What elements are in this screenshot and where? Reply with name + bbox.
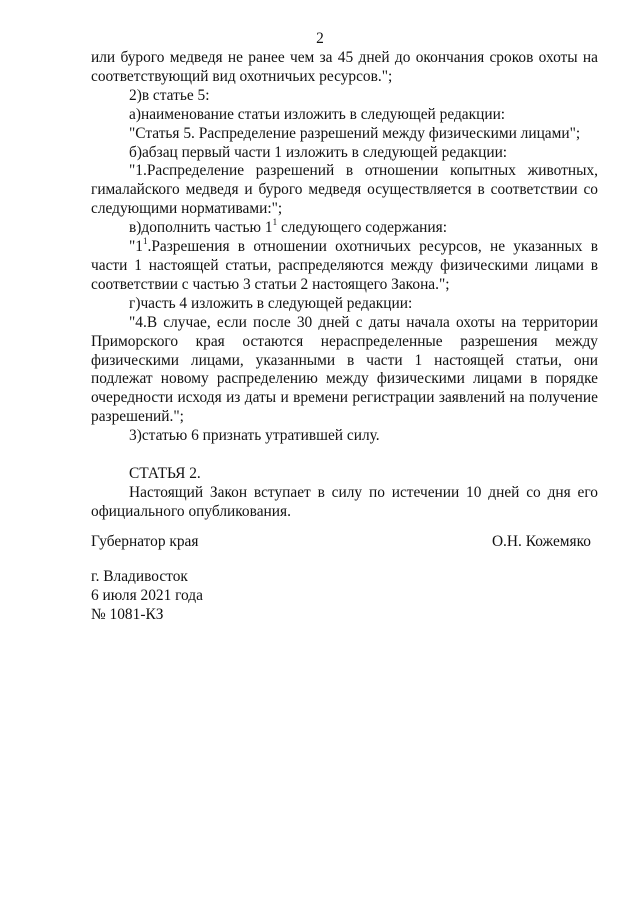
- part-1-1-rest: .Разрешения в отношении охотничьих ресурсов, не указанных в части 1 настоящей статьи, распределяются между физическими лицами в соответствии с частью 3 статьи 2 настоящего Закона.";: [91, 238, 598, 293]
- place-date-block: [91, 568, 203, 625]
- article-2-title: СТАТЬЯ 2.: [129, 465, 201, 483]
- paragraph-continuation: или бурого медведя не ранее чем за 45 дней до окончания сроков охоты на соответствующий вид охотничьих ресурсов.";: [91, 49, 598, 85]
- signer-name: О.Н. Кожемяко: [491, 533, 591, 550]
- paragraph-subitem-b: б)абзац первый части 1 изложить в следующей редакции:: [129, 143, 508, 161]
- page-number: 2: [316, 30, 324, 47]
- signature-row: [91, 533, 591, 552]
- paragraph-part-1-text: "1.Распределение разрешений в отношении копытных животных, гималайского медведя и бурого медведя осуществляется в соответствии со следующими нормативами:";: [91, 162, 598, 218]
- paragraph-subitem-a: а)наименование статьи изложить в следующей редакции:: [129, 105, 506, 123]
- superscript: 1: [272, 217, 278, 228]
- city: г. Владивосток: [91, 568, 188, 585]
- part-1-1-open: "1: [129, 238, 143, 256]
- paragraph-item-3: 3)статью 6 признать утратившей силу.: [129, 427, 380, 445]
- subitem-v-text-end: следующего содержания:: [277, 219, 447, 237]
- paragraph-subitem-v: [91, 219, 598, 238]
- paragraph-part-1-1-text: [91, 235, 598, 295]
- signer-position: Губернатор края: [91, 533, 199, 550]
- paragraph-article-5-title: "Статья 5. Распределение разрешений между физическими лицами";: [129, 124, 581, 142]
- spacer: [91, 446, 598, 465]
- document-body: [91, 49, 598, 522]
- superscript: 1: [142, 235, 148, 246]
- date: 6 июля 2021 года: [91, 586, 203, 604]
- paragraph-part-4-text: "4.В случае, если после 30 дней с даты начала охоты на территории Приморского края остаются нераспределенные разрешения между физическими лицами, указанными в части 1 настоящей статьи, они подлежат новому распределению между физическими лицами в порядке очередности исходя из даты и времени регистрации заявлений на получение разрешений.";: [91, 313, 598, 426]
- subitem-v-text: в)дополнить частью 1: [129, 219, 273, 237]
- law-number: № 1081-КЗ: [91, 605, 164, 623]
- paragraph-subitem-g: г)часть 4 изложить в следующей редакции:: [129, 294, 413, 312]
- article-2-text: Настоящий Закон вступает в силу по истечении 10 дней со дня его официального опубликования.: [91, 483, 598, 520]
- paragraph-item-2: 2)в статье 5:: [129, 86, 210, 104]
